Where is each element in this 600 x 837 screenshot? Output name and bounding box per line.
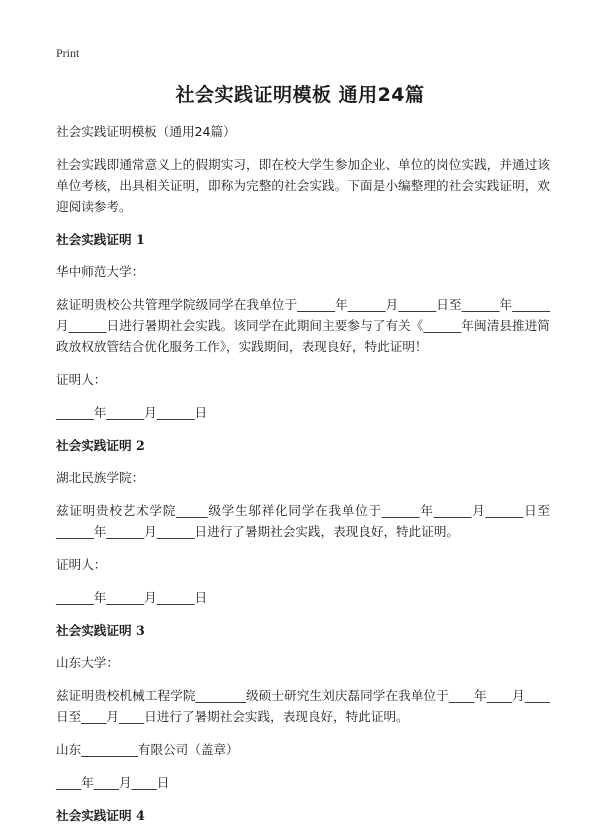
section-1-date: ______年______月______日 — [56, 404, 208, 420]
section-3-company: 山东_________有限公司（盖章） — [56, 741, 239, 757]
section-2-date: ______年______月______日 — [56, 589, 208, 605]
section-2-recipient: 湖北民族学院： — [56, 470, 145, 486]
section-3-recipient: 山东大学： — [56, 655, 119, 671]
section-1-recipient: 华中师范大学： — [56, 264, 145, 280]
section-heading-4: 社会实践证明 4 — [56, 807, 145, 823]
intro-paragraph: 社会实践即通常意义上的假期实习，即在校大学生参加企业、单位的岗位实践，并通过该单位考核，出具相关证明，即称为完整的社会实践。下面是小编整理的社会实践证明，欢迎阅读参考。 — [56, 156, 550, 214]
document-subtitle: 社会实践证明模板（通用24篇） — [56, 124, 236, 139]
section-2-signer: 证明人： — [56, 556, 107, 572]
print-link[interactable]: Print — [56, 46, 80, 60]
section-1-body: 兹证明贵校公共管理学院级同学在我单位于______年______月______日至______年______月______日进行暑期社会实践。该同学在此期间主要参与了有关《______年闽清县推进简政放权放管结合优化服务工作》，实践期间，表现良好，特此证明！ — [56, 297, 550, 355]
section-2-body: 兹证明贵校艺术学院_____级学生邬祥化同学在我单位于______年______月______日至______年______月______日进行了暑期社会实践，表现良好，特此证明。 — [56, 503, 550, 540]
section-heading-1: 社会实践证明 1 — [56, 231, 145, 247]
document-body — [56, 121, 550, 837]
section-heading-3: 社会实践证明 3 — [56, 622, 145, 638]
document-title: 社会实践证明模板 通用24篇 — [175, 84, 425, 106]
section-3-body: 兹证明贵校机械工程学院________级硕士研究生刘庆磊同学在我单位于____年____月____日至____月____日进行了暑期社会实践，表现良好，特此证明。 — [56, 688, 550, 725]
section-heading-2: 社会实践证明 2 — [56, 437, 145, 453]
section-3-date: ____年____月____日 — [56, 774, 170, 790]
section-1-signer: 证明人： — [56, 371, 107, 387]
